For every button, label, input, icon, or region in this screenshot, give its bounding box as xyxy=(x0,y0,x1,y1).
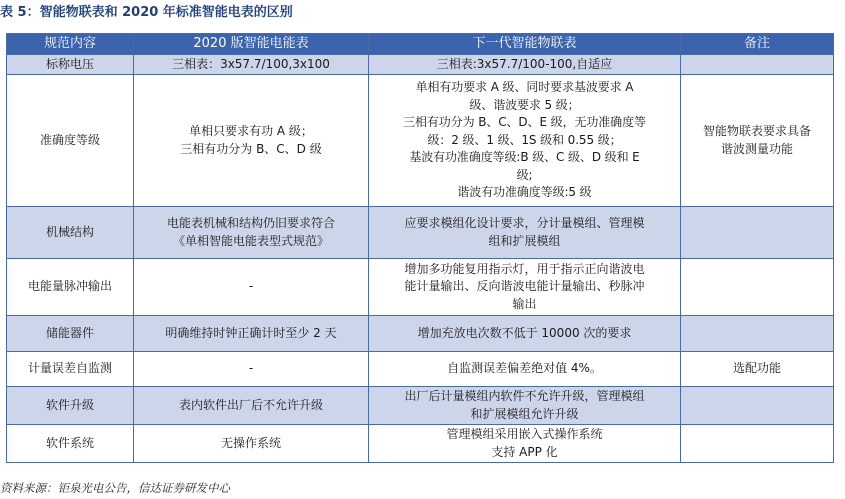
cell-item: 储能器件 xyxy=(7,316,134,352)
comparison-table xyxy=(6,33,834,463)
header-cell-2020-meter: 2020 版智能电能表 xyxy=(134,34,369,55)
table-row xyxy=(7,55,834,75)
cell-line: 明确维持时钟正确计时至少 2 天 xyxy=(165,325,337,340)
cell-line: 三相表:3x57.7/100-100,自适应 xyxy=(436,56,613,71)
cell-item: 软件升级 xyxy=(7,387,134,425)
cell-2020 xyxy=(134,259,369,316)
cell-line: 应要求模组化设计要求，分计量模组、管理模 xyxy=(404,216,645,230)
cell-line: 能计量输出、反向谐波电能计量输出、秒脉冲 xyxy=(404,279,645,294)
cell-2020 xyxy=(134,75,369,207)
cell-note xyxy=(681,352,834,387)
cell-line: - xyxy=(248,279,254,294)
cell-line: 和扩展模组允许升级 xyxy=(470,406,579,421)
cell-item: 计量误差自监测 xyxy=(7,352,134,387)
header-row xyxy=(7,34,834,55)
cell-item: 标称电压 xyxy=(7,55,134,75)
cell-note xyxy=(681,316,834,352)
cell-line: 无操作系统 xyxy=(220,435,281,450)
cell-line: 组和扩展模组 xyxy=(488,233,561,248)
cell-next xyxy=(369,387,681,425)
cell-2020 xyxy=(134,387,369,425)
cell-line: - xyxy=(248,361,254,376)
cell-note xyxy=(681,55,834,75)
cell-2020 xyxy=(134,316,369,352)
cell-line: 自监测误差偏差绝对值 4%。 xyxy=(447,361,602,376)
cell-note xyxy=(681,259,834,316)
cell-line: 级、谐波要求 5 级； xyxy=(469,97,580,112)
cell-line: 智能物联表要求具备 xyxy=(702,124,811,138)
header-cell-next-gen-meter: 下一代智能物联表 xyxy=(369,34,681,55)
cell-line: 三相表：3x57.7/100,3x100 xyxy=(172,56,330,71)
cell-line: 管理模组采用嵌入式操作系统 xyxy=(446,427,603,441)
cell-line: 单相有功要求 A 级、同时要求基波要求 A xyxy=(415,80,634,95)
cell-line: 增加多功能复用指示灯，用于指示正向谐波电 xyxy=(404,261,645,276)
table-row xyxy=(7,75,834,207)
cell-line: 增加充放电次数不低于 10000 次的要求 xyxy=(417,325,632,340)
cell-note xyxy=(681,387,834,425)
cell-next xyxy=(369,425,681,463)
table-row xyxy=(7,207,834,259)
cell-line: 选配功能 xyxy=(732,361,781,376)
cell-next xyxy=(369,207,681,259)
table-row xyxy=(7,259,834,316)
table-row xyxy=(7,352,834,387)
cell-item: 准确度等级 xyxy=(7,75,134,207)
cell-2020 xyxy=(134,352,369,387)
cell-note xyxy=(681,207,834,259)
cell-2020 xyxy=(134,55,369,75)
cell-note xyxy=(681,75,834,207)
cell-note xyxy=(681,425,834,463)
cell-line: 三相有功分为 B、C、D 级 xyxy=(180,141,322,156)
cell-line: 支持 APP 化 xyxy=(491,444,558,459)
cell-line: 三相有功分为 B、C、D、E 级，无功准确度等 xyxy=(403,115,646,130)
cell-next xyxy=(369,316,681,352)
cell-line: 电能表机械和结构仍旧要求符合 xyxy=(166,216,335,230)
cell-item: 机械结构 xyxy=(7,207,134,259)
cell-2020 xyxy=(134,207,369,259)
cell-line: 《单相智能电能表型式规范》 xyxy=(172,233,329,248)
cell-next xyxy=(369,75,681,207)
cell-next xyxy=(369,352,681,387)
cell-line: 谐波测量功能 xyxy=(720,141,793,156)
table-row xyxy=(7,425,834,463)
cell-item: 电能量脉冲输出 xyxy=(7,259,134,316)
header-cell-spec: 规范内容 xyxy=(7,34,134,55)
cell-line: 输出 xyxy=(512,296,537,311)
header-cell-remarks: 备注 xyxy=(681,34,834,55)
cell-2020 xyxy=(134,425,369,463)
table-row xyxy=(7,387,834,425)
cell-line: 基波有功准确度等级:B 级、C 级、D 级和 E xyxy=(409,150,640,165)
cell-line: 出厂后计量模组内软件不允许升级，管理模组 xyxy=(404,389,645,403)
table-row xyxy=(7,316,834,352)
cell-item: 软件系统 xyxy=(7,425,134,463)
cell-next xyxy=(369,259,681,316)
cell-next xyxy=(369,55,681,75)
cell-line: 谐波有功准确度等级:5 级 xyxy=(457,185,592,200)
source-note: 资料来源：钜泉光电公告，信达证券研发中心 xyxy=(0,481,230,495)
cell-line: 级：2 级、1 级、1S 级和 0.55 级； xyxy=(427,132,622,147)
cell-line: 级; xyxy=(516,167,533,182)
cell-line: 表内软件出厂后不允许升级 xyxy=(178,397,323,412)
cell-line: 单相只要求有功 A 级； xyxy=(189,124,313,138)
table-caption: 表 5：智能物联表和 2020 年标准智能电表的区别 xyxy=(0,5,293,20)
